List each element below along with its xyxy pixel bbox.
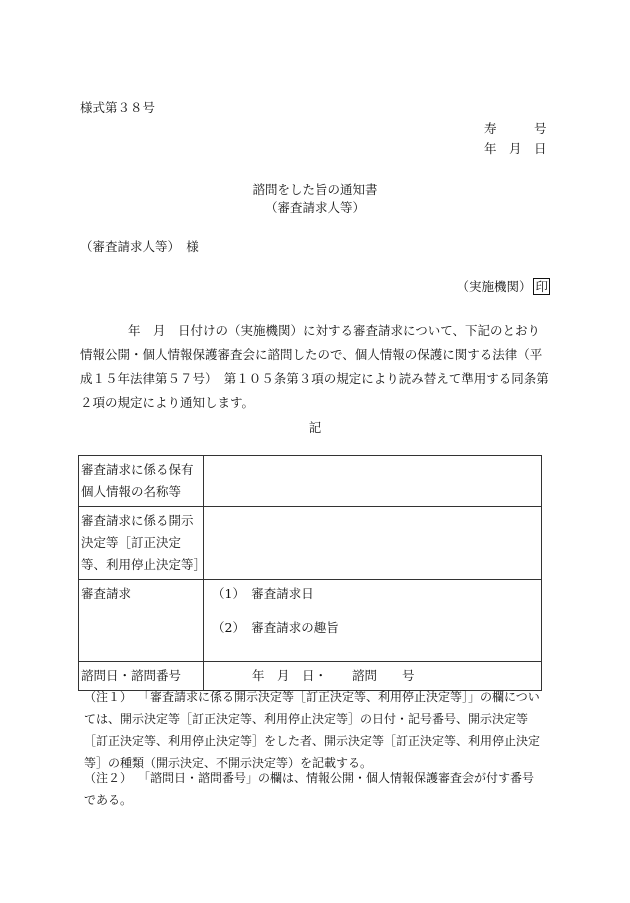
note-text: 「諮問日・諮問番号」の欄は、情報公開・個人情報保護審査会が付す番号である。 <box>84 771 535 807</box>
table-row <box>79 456 542 507</box>
table-label-cell: 審査請求に係る保有個人情報の名称等 <box>79 456 204 507</box>
document-title: 諮問をした旨の通知書 <box>252 182 378 197</box>
addressee: （審査請求人等） 様 <box>80 239 199 254</box>
table-value-cell <box>204 507 542 580</box>
document-number: 寿 号 <box>484 121 547 136</box>
seal-mark: 印 <box>535 279 548 294</box>
table-row <box>79 580 542 662</box>
request-purpose-item: （2） 審査請求の趣旨 <box>212 620 339 635</box>
note-label: （注２） <box>84 771 133 785</box>
document-subtitle: （審査請求人等） <box>264 200 365 215</box>
sender-block <box>456 277 550 295</box>
table-value-cell <box>204 456 542 507</box>
table-label-cell: 諮問日・諮問番号 <box>79 662 204 691</box>
form-number: 様式第３８号 <box>80 100 156 115</box>
request-date-item: （1） 審査請求日 <box>212 586 314 601</box>
record-table <box>78 455 542 691</box>
table-value-cell: 年 月 日・ 諮問 号 <box>204 662 542 691</box>
table-value-cell <box>204 580 542 662</box>
table-row <box>79 507 542 580</box>
body-paragraph: 年 月 日付けの（実施機関）に対する審査請求について、下記のとおり情報公開・個人情報保護審査会に諮問したので、個人情報の保護に関する法律（平成１５年法律第５７号） 第１０５条第３項の規定により読み替えて準用する同条第２項の規定により通知します。 <box>80 323 549 410</box>
table-label-cell: 審査請求に係る開示決定等［訂正決定等、利用停止決定等］ <box>79 507 204 580</box>
ki-heading: 記 <box>308 420 322 435</box>
table-label-cell: 審査請求 <box>79 580 204 662</box>
note-1 <box>84 686 544 774</box>
note-label: （注１） <box>84 690 133 704</box>
sender-name: （実施機関） <box>456 279 532 294</box>
issue-date: 年 月 日 <box>484 141 547 156</box>
note-2 <box>84 767 544 811</box>
note-text: 「審査請求に係る開示決定等［訂正決定等、利用停止決定等］」の欄については、開示決定等［訂正決定等、利用停止決定等］の日付・記号番号、開示決定等［訂正決定等、利用停止決定等］をした者、開示決定等［訂正決定等、利用停止決定等］の種類（開示決定、不開示決定等）を記載する。 <box>84 690 541 770</box>
